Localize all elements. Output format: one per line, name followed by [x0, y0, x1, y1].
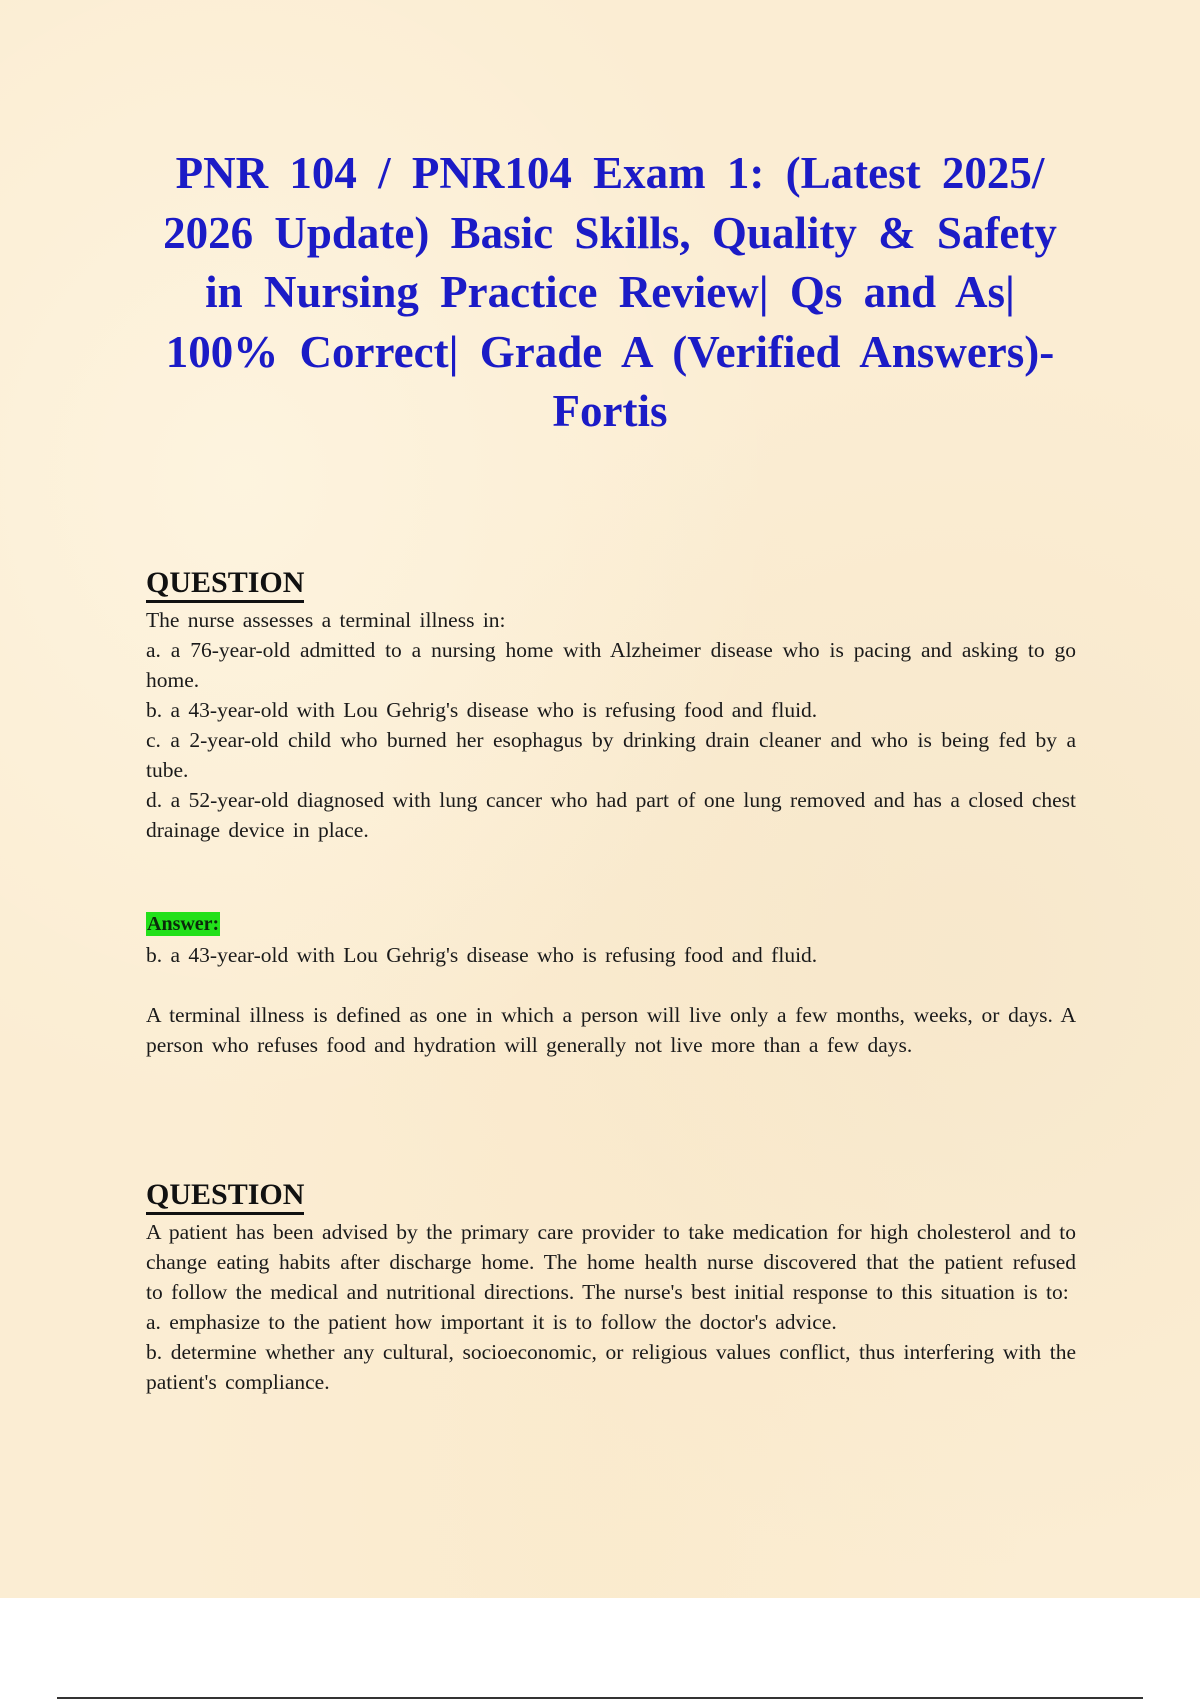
answer-block-1: [146, 908, 1076, 1060]
question-block-2: [146, 1178, 1076, 1397]
page-divider: [57, 1697, 1143, 1699]
question-block-1: [146, 566, 1076, 845]
rationale-text: A terminal illness is defined as one in which a person will live only a few months, weeks, or days. A person who refuses food and hydration will generally not live more than a few days.: [146, 1003, 1076, 1057]
answer-label: Answer:: [147, 913, 220, 935]
question-heading: QUESTION: [146, 566, 304, 603]
option-b: b. a 43-year-old with Lou Gehrig's disease who is refusing food and fluid.: [146, 698, 818, 722]
question-stem: A patient has been advised by the primary care provider to take medication for high cholesterol and to change eating habits after discharge home. The home health nurse discovered that the patient refused to follow the medical and nutritional directions. The nurse's best initial response to this situation is to:: [146, 1220, 1076, 1304]
option-d: d. a 52-year-old diagnosed with lung cancer who had part of one lung removed and has a closed chest drainage device in place.: [146, 788, 1076, 842]
answer-text: b. a 43-year-old with Lou Gehrig's disease who is refusing food and fluid.: [146, 943, 818, 967]
option-c: c. a 2-year-old child who burned her esophagus by drinking drain cleaner and who is being fed by a tube.: [146, 728, 1076, 782]
question-heading: QUESTION: [146, 1178, 304, 1215]
option-a: a. a 76-year-old admitted to a nursing home with Alzheimer disease who is pacing and asking to go home.: [146, 638, 1076, 692]
option-b: b. determine whether any cultural, socioeconomic, or religious values conflict, thus interfering with the patient's compliance.: [146, 1340, 1076, 1394]
question-stem: The nurse assesses a terminal illness in:: [146, 608, 506, 632]
document-title: PNR 104 / PNR104 Exam 1: (Latest 2025/ 2026 Update) Basic Skills, Quality & Safety in Nursing Practice Review| Qs and As| 100% Correct| Grade A (Verified Answers)- Fortis: [163, 148, 1057, 436]
option-a: a. emphasize to the patient how important it is to follow the doctor's advice.: [146, 1310, 837, 1334]
